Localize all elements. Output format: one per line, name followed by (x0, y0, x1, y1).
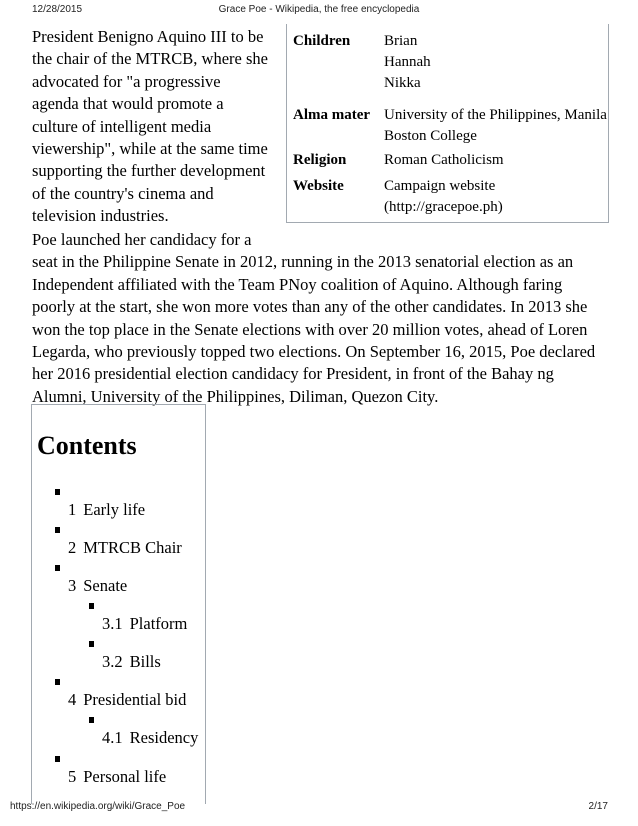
child-name: Brian (384, 33, 418, 49)
school-link[interactable]: Boston College (384, 128, 477, 144)
toc-item-mtrcb-chair[interactable] (68, 538, 182, 558)
bullet-icon (89, 603, 94, 609)
toc-item-personal-life[interactable] (68, 767, 166, 787)
text-line: television industries. (32, 206, 169, 226)
child-name: Nikka (384, 75, 421, 91)
toc-number: 4 (68, 690, 77, 709)
infobox-label-religion: Religion (293, 152, 347, 168)
infobox-value-children (384, 31, 431, 94)
toc-number: 5 (68, 767, 77, 786)
text-line: Legarda, who previously topped two elections. On September 16, 2015, Poe declared (32, 342, 596, 362)
toc-text: Residency (129, 728, 199, 747)
print-footer (0, 801, 638, 815)
toc-item-presidential-bid[interactable] (68, 690, 186, 710)
bullet-icon (89, 717, 94, 723)
toc-text: Presidential bid (83, 690, 187, 709)
website-url: (http://gracepoe.ph) (384, 199, 503, 215)
toc-title: Contents (37, 431, 137, 460)
text-line: Poe launched her candidacy for a (32, 230, 252, 249)
print-title: Grace Poe - Wikipedia, the free encyclopedia (218, 4, 420, 15)
toc-text: Early life (83, 500, 146, 519)
religion-link[interactable]: Roman Catholicism (384, 152, 504, 168)
toc-text: Senate (83, 576, 128, 595)
text-line: the chair of the MTRCB, where she (32, 49, 268, 69)
infobox-value-alma-mater (384, 105, 607, 147)
text-line: advocated for "a progressive (32, 71, 221, 91)
print-url: https://en.wikipedia.org/wiki/Grace_Poe (10, 801, 186, 812)
toc-item-senate[interactable] (68, 576, 127, 596)
toc-item-early-life[interactable] (68, 500, 145, 520)
text-line: seat in the Philippine Senate in 2012, running in the 2013 senatorial election as an (32, 252, 574, 272)
toc-item-residency[interactable] (102, 728, 198, 748)
text-line: Independent affiliated with the Team PNoy coalition of Aquino. Although faring (32, 274, 563, 294)
text-line: culture of intelligent media (32, 116, 212, 136)
infobox-label-alma-mater: Alma mater (293, 107, 371, 123)
website-link[interactable]: Campaign website (384, 178, 496, 194)
text-line: poorly at the start, she won more votes than any of the other candidates. In 2013 she (32, 297, 588, 317)
bullet-icon (55, 679, 60, 685)
print-date: 12/28/2015 (32, 4, 83, 15)
infobox (286, 24, 609, 223)
bullet-icon (89, 641, 94, 647)
toc-number: 3.1 (102, 614, 123, 633)
infobox-value-website (384, 176, 503, 218)
intro-text-left (32, 26, 272, 228)
text-line: supporting the further development (32, 161, 266, 181)
print-header (0, 4, 638, 18)
school-link[interactable]: University of the Philippines, Manila (384, 107, 607, 123)
toc-text: MTRCB Chair (83, 538, 182, 557)
toc-text: Platform (129, 614, 188, 633)
text-line: Alumni, University of the Philippines, Diliman, Quezon City. (32, 386, 439, 406)
toc-number: 2 (68, 538, 77, 557)
toc-text: Personal life (83, 767, 167, 786)
toc-number: 3 (68, 576, 77, 595)
text-line: agenda that would promote a (32, 94, 224, 114)
table-of-contents (31, 404, 206, 804)
bullet-icon (55, 527, 60, 533)
infobox-label-website: Website (293, 178, 344, 194)
toc-item-bills[interactable] (102, 652, 161, 672)
toc-number: 4.1 (102, 728, 123, 747)
infobox-label-children: Children (293, 33, 351, 49)
child-name: Hannah (384, 54, 431, 70)
infobox-value-religion (384, 150, 504, 171)
toc-text: Bills (129, 652, 161, 671)
bullet-icon (55, 489, 60, 495)
text-line: her 2016 presidential election candidacy for President, in front of the Bahay ng (32, 364, 554, 384)
bullet-icon (55, 756, 60, 762)
toc-number: 3.2 (102, 652, 123, 671)
toc-number: 1 (68, 500, 77, 519)
text-line: won the top place in the Senate elections with over 20 million votes, ahead of Loren (32, 319, 588, 339)
text-line: President Benigno Aquino III to be (32, 27, 264, 46)
text-line: viewership", while at the same time (32, 139, 268, 159)
candidacy-paragraph (32, 229, 607, 408)
toc-item-platform[interactable] (102, 614, 187, 634)
text-line: of the country's cinema and (32, 183, 214, 203)
bullet-icon (55, 565, 60, 571)
page-number: 2/17 (588, 801, 608, 812)
